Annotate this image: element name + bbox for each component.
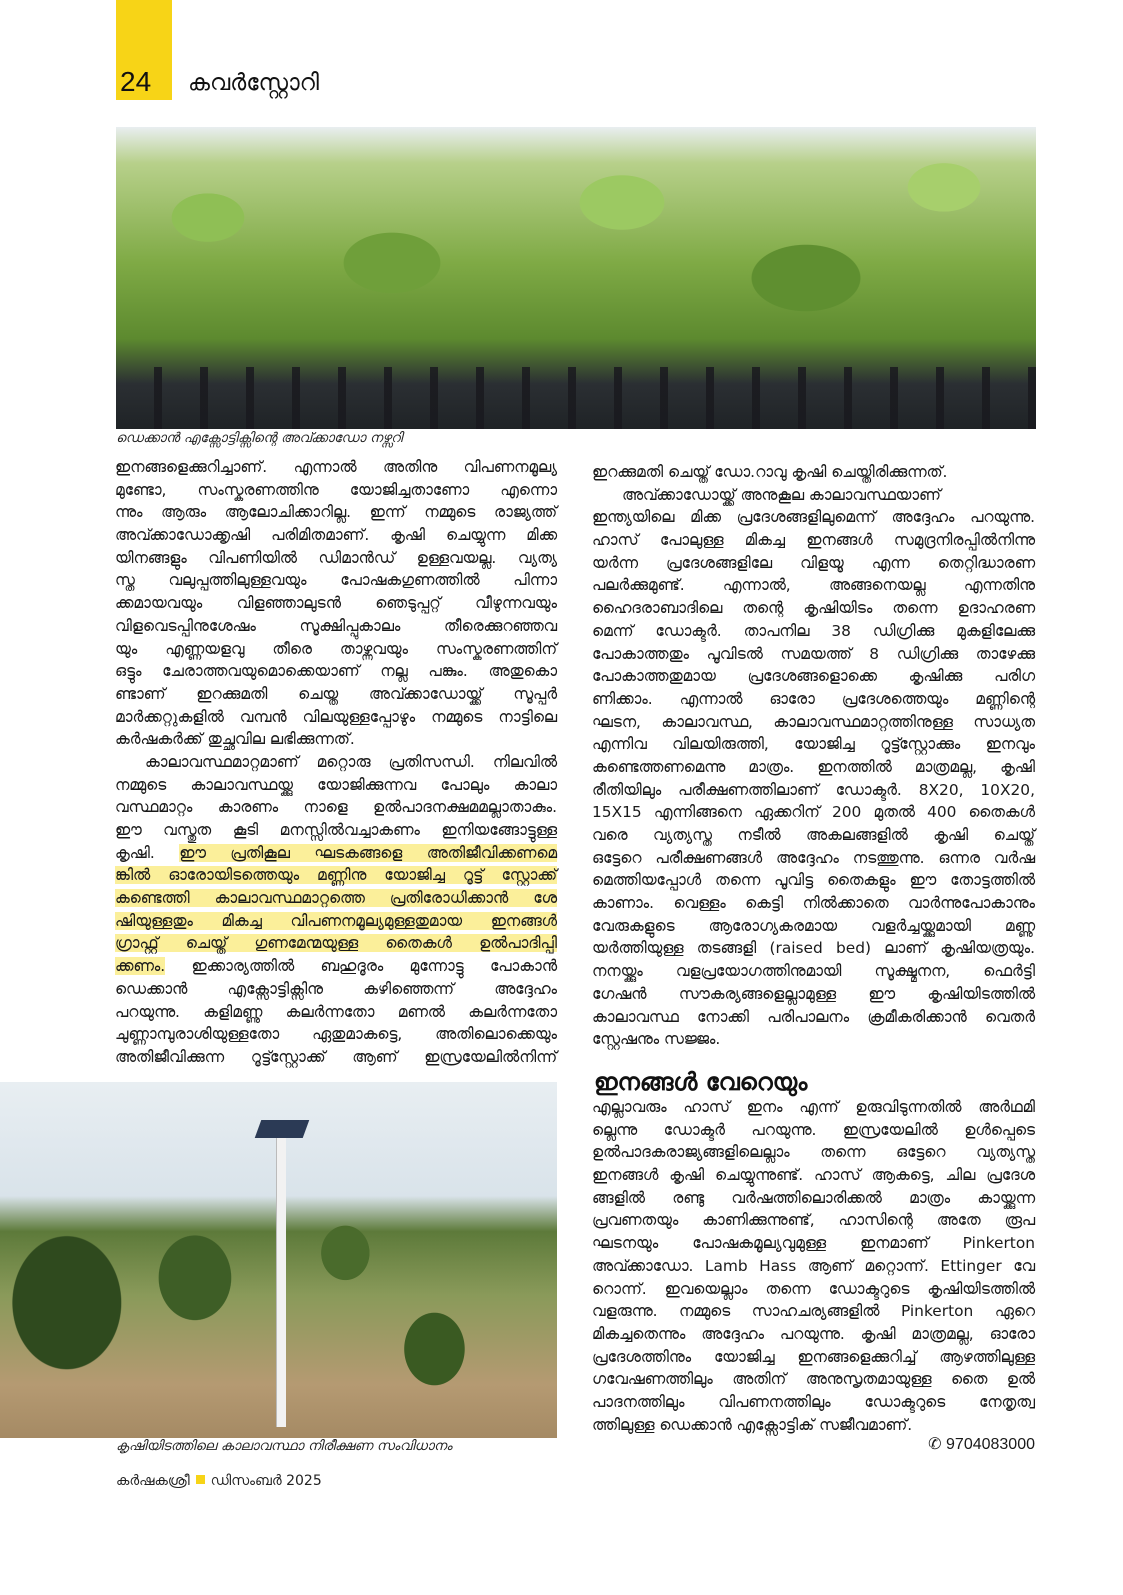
- text-line: [592, 892, 1035, 915]
- line-text: കാണാം. വെള്ളം കെട്ടി നിൽക്കാതെ വാർന്നുപോകാനും: [592, 894, 1035, 913]
- subheading: ഇനങ്ങൾ വേറെയും: [594, 1068, 808, 1096]
- line-text: പോകാത്തതും പൂവിടൽ സമയത്ത് 8 ഡിഗ്രിക്കു താഴേക്കു: [592, 644, 1035, 663]
- line-text: ചുണ്ണാമ്പുരാശിയുള്ളതോ ഏതുമാകട്ടെ, അതിലൊക്കെയും: [115, 1025, 557, 1044]
- text-line: [115, 887, 557, 910]
- line-text: ഒട്ടും ചേരാത്തവയുമൊക്കെയാണ് നല്ല പങ്കും. അതുകൊ: [115, 662, 557, 681]
- article-right-column: [592, 461, 1035, 1051]
- highlighted-text: ഈ പ്രതികൂല ഘടകങ്ങളെ അതിജീവിക്കണമെ: [179, 843, 557, 862]
- line-text: കണ്ടെത്തണമെന്നു മാത്രം. ഇനത്തിൽ മാത്രമല്ല, കൃഷി: [592, 757, 1035, 776]
- line-text: യിനങ്ങളും വിപണിയിൽ ഡിമാൻഡ് ഉള്ളവയല്ല. വ്യത്യ: [115, 548, 557, 567]
- line-text: വേരുകളുടെ ആരോഗ്യകരമായ വളർച്ചയ്ക്കുമായി മണ്ണു: [592, 916, 1035, 935]
- text-line: [592, 552, 1035, 575]
- line-text: പോകാത്തതുമായ പ്രദേശങ്ങളൊക്കെ കൃഷിക്കു പരിഗ: [592, 667, 1035, 686]
- text-line: [115, 1046, 557, 1069]
- line-text: ഇക്കാര്യത്തിൽ ബഹുദൂരം മുന്നോട്ടു പോകാൻ: [165, 957, 557, 976]
- text-line: [592, 733, 1035, 756]
- text-line: [592, 688, 1035, 711]
- text-line: [592, 1368, 1035, 1391]
- text-line: [592, 1255, 1035, 1278]
- line-text: ഡെക്കാൻ എക്സോട്ടിക്സിനു കഴിഞ്ഞെന്ന് അദ്ദേഹം: [115, 979, 557, 998]
- highlighted-text: കണ്ടെത്തി കാലാവസ്ഥമാറ്റത്തെ പ്രതിരോധിക്കാൻ ശേ: [115, 889, 557, 908]
- line-text: ഹാസ് പോലുള്ള മികച്ച ഇനങ്ങൾ സമുദ്രനിരപ്പിൽനിന്നു: [592, 531, 1035, 550]
- weather-station-pole: [276, 1122, 286, 1427]
- text-line: [115, 796, 557, 819]
- line-text: രീതിയിലും പരീക്ഷണത്തിലാണ് ഡോക്ടർ. 8X20, 10X20,: [592, 780, 1035, 799]
- highlighted-text: ക്കണം.: [115, 957, 166, 976]
- line-text: പറയുന്നു. കളിമണ്ണു കലർന്നതോ മണൽ കലർന്നതോ: [115, 1002, 557, 1021]
- issue-date: ഡിസംബർ 2025: [210, 1473, 322, 1489]
- text-line: [592, 847, 1035, 870]
- line-text: ണ്ടാണ് ഇറക്കുമതി ചെയ്ത അവ്ക്കാഡോയ്ക്ക് സൂപ്പർ: [115, 684, 557, 703]
- line-text: യർത്തിയുള്ള തടങ്ങളി (raised bed) ലാണ് കൃഷിയത്രയും.: [592, 939, 1035, 958]
- line-text: പലർക്കുമുണ്ട്. എന്നാൽ, അങ്ങനെയല്ല എന്നതിനു: [592, 576, 1035, 595]
- line-text: ണിക്കാം. എന്നാൽ ഓരോ പ്രദേശത്തെയും മണ്ണിന്റെ: [592, 689, 1035, 708]
- line-text: ഇന്ത്യയിലെ മിക്ക പ്രദേശങ്ങളിലുമെന്ന് അദ്ദേഹം പറയുന്നു.: [592, 508, 1035, 527]
- text-line: [115, 660, 557, 683]
- text-line: [592, 484, 1035, 507]
- text-line: [115, 978, 557, 1001]
- text-line: [592, 461, 1035, 484]
- highlighted-text: ഷിയുള്ളതും മികച്ച വിപണനമൂല്യമുള്ളതുമായ ഇനങ്ങൾ: [115, 911, 557, 930]
- text-line: [115, 751, 557, 774]
- separator-square: [196, 1475, 205, 1484]
- text-line: [592, 574, 1035, 597]
- section-title: കവർസ്റ്റോറി: [188, 70, 319, 96]
- line-text: മെന്ന് ഡോക്ടർ. താപനില 38 ഡിഗ്രിക്കു മുകളിലേക്കു: [592, 621, 1035, 640]
- phone-icon: ✆: [928, 1436, 947, 1453]
- line-text: യർന്ന പ്രദേശങ്ങളിലേ വിളയൂ എന്ന തെറ്റിദ്ധാരണ: [592, 553, 1035, 572]
- line-text: ത്തിലുള്ള ഡെക്കാൻ എക്സോട്ടിക് സജീവമാണ്.: [592, 1415, 913, 1434]
- line-text: പ്രവണതയും കാണിക്കുന്നുണ്ട്, ഹാസിന്റെ അതേ രൂപ: [592, 1211, 1035, 1230]
- line-text: ഈ വസ്തുത കൂടി മനസ്സിൽവച്ചാകണം ഇനിയങ്ങോട്ടുള്ള: [115, 821, 557, 839]
- line-text: സ്ത വലുപ്പത്തിലുള്ളവയും പോഷകഗുണത്തിൽ പിന്നാ: [115, 571, 557, 590]
- text-line: [592, 1187, 1035, 1210]
- text-line: [115, 615, 557, 638]
- phone-number: 9704083000: [946, 1436, 1035, 1453]
- text-line: [592, 643, 1035, 666]
- text-line: [592, 620, 1035, 643]
- text-line: [592, 1414, 1035, 1437]
- text-line: [115, 864, 557, 887]
- article-section-column: [592, 1096, 1035, 1436]
- text-line: [115, 774, 557, 797]
- text-line: [592, 801, 1035, 824]
- line-text: അവ്ക്കാഡോ. Lamb Hass ആണ് മറ്റൊന്ന്. Ettinger വേ: [592, 1256, 1035, 1275]
- magazine-name: കർഷകശ്രീ: [116, 1473, 190, 1489]
- bottom-photo-caption: കൃഷിയിടത്തിലെ കാലാവസ്ഥാ നിരീക്ഷണ സംവിധാനം: [116, 1438, 453, 1454]
- text-line: [115, 1001, 557, 1024]
- line-text: ഇനങ്ങൾ കൃഷി ചെയ്യുന്നുണ്ട്. ഹാസ് ആകട്ടെ, ചില പ്രദേശ: [592, 1166, 1035, 1185]
- line-text: ഗവേഷണത്തിലും അതിന് അനുസൃതമായുള്ള തൈ ഉൽ: [592, 1370, 1035, 1389]
- footer: [116, 1473, 322, 1489]
- highlighted-text: ഗ്രാഫ്റ്റ് ചെയ്ത് ഗുണമേന്മയുള്ള തൈകൾ ഉൽപാദിപ്പി: [115, 934, 557, 953]
- text-line: [115, 501, 557, 524]
- line-text: പാദനത്തിലും വിപണനത്തിലും ഡോക്ടറുടെ നേതൃത്വ: [592, 1392, 1035, 1411]
- text-line: [592, 665, 1035, 688]
- line-text: ക്കമായവയും വിളഞ്ഞാലുടൻ ഞെടുപ്പറ്റ് വീഴുന്നവയും: [115, 594, 557, 613]
- text-line: [592, 756, 1035, 779]
- line-text: എല്ലാവരും ഹാസ് ഇനം എന്ന് ഉരുവിടുന്നതിൽ അർഥമി: [592, 1098, 1035, 1116]
- text-line: [592, 1278, 1035, 1301]
- line-text: മെത്തിയപ്പോൾ തന്നെ പൂവിട്ട തൈകളും ഈ തോട്ടത്തിൽ: [592, 871, 1035, 890]
- text-line: [115, 910, 557, 933]
- text-line: [115, 569, 557, 592]
- line-text: ഇറക്കുമതി ചെയ്ത് ഡോ.റാവു കൃഷി ചെയ്തിരിക്കുന്നത്.: [592, 463, 948, 481]
- line-text: മുണ്ടോ, സംസ്കരണത്തിനു യോജിച്ചതാണോ എന്നൊ: [115, 480, 557, 499]
- text-line: [592, 824, 1035, 847]
- text-line: [115, 592, 557, 615]
- phone-contact: [928, 1434, 1035, 1454]
- top-photo-caption: ഡെക്കാൻ എക്സോട്ടിക്സിന്റെ അവ്ക്കാഡോ നഴ്സറി: [116, 430, 403, 446]
- line-text: വിളവെടപ്പിനുശേഷം സൂക്ഷിപ്പുകാലം തീരെക്കുറഞ്ഞവ: [115, 616, 557, 635]
- page-number: 24: [120, 66, 152, 97]
- line-text: വസ്ഥമാറ്റം കാരണം നാളെ ഉൽപാദനക്ഷമമല്ലാതാകും.: [115, 798, 557, 817]
- line-text: ഒട്ടേറെ പരീക്ഷണങ്ങൾ അദ്ദേഹം നടത്തുന്നു. ഒന്നര വർഷ: [592, 848, 1035, 867]
- line-text: എന്നിവ വിലയിരുത്തി, യോജിച്ച റൂട്ട്സ്റ്റോക്കും ഇനവും: [592, 735, 1035, 754]
- text-line: [115, 547, 557, 570]
- text-line: [592, 1006, 1035, 1029]
- text-line: [115, 842, 557, 865]
- line-text: ഗേഷൻ സൗകര്യങ്ങളെല്ലാമുള്ള ഈ കൃഷിയിടത്തിൽ: [592, 984, 1035, 1003]
- text-line: [592, 1391, 1035, 1414]
- line-text: അവ്ക്കാഡോക്കൃഷി പരിമിതമാണ്. കൃഷി ചെയ്യുന്ന മിക്ക: [115, 526, 557, 545]
- line-text: ങ്ങളിൽ രണ്ടു വർഷത്തിലൊരിക്കൽ മാത്രം കായ്ക്കുന്ന: [592, 1188, 1035, 1207]
- line-text: നമ്മുടെ കാലാവസ്ഥയ്ക്കു യോജിക്കുന്നവ പോലും കാലാ: [115, 775, 557, 794]
- line-text: വരെ വ്യത്യസ്ത നടീൽ അകലങ്ങളിൽ കൃഷി ചെയ്ത്: [592, 826, 1035, 844]
- text-line: [592, 1028, 1035, 1051]
- line-text: നനയ്ക്കും വളപ്രയോഗത്തിനുമായി സൂക്ഷ്മനന, ഫെർട്ടി: [592, 962, 1035, 981]
- text-line: [592, 915, 1035, 938]
- highlighted-text: ങ്കിൽ ഓരോയിടത്തെയും മണ്ണിനു യോജിച്ച റൂട്ട് സ്റ്റോക്ക്: [115, 866, 557, 885]
- line-text: ഉൽപാദകരാജ്യങ്ങളിലെല്ലാം തന്നെ ഒട്ടേറെ വ്യത്യസ്ത: [592, 1143, 1035, 1162]
- line-text: ഘടന, കാലാവസ്ഥ, കാലാവസ്ഥമാറ്റത്തിനുള്ള സാധ്യത: [592, 712, 1035, 731]
- text-line: [592, 1164, 1035, 1187]
- text-line: [115, 932, 557, 955]
- text-line: [592, 1323, 1035, 1346]
- line-text: ന്നും ആരും ആലോചിക്കാറില്ല. ഇന്ന് നമ്മുടെ രാജ്യത്ത്: [115, 503, 557, 522]
- text-line: [115, 456, 557, 479]
- line-text: ഘടനയും പോഷകമൂല്യവുമുള്ള ഇനമാണ് Pinkerton: [592, 1234, 1035, 1253]
- line-text: പ്രദേശത്തിനും യോജിച്ച ഇനങ്ങളെക്കുറിച്ച് ആഴത്തിലുള്ള: [592, 1347, 1035, 1366]
- text-line: [115, 955, 557, 978]
- text-line: [592, 1346, 1035, 1369]
- text-line: [592, 597, 1035, 620]
- line-text: കർഷകർക്ക് തുച്ഛവില ലഭിക്കുന്നത്.: [115, 730, 355, 749]
- text-line: [115, 479, 557, 502]
- line-text: അവ്ക്കാഡോയ്ക്ക് അനുകൂല കാലാവസ്ഥയാണ്: [622, 485, 941, 504]
- line-text: ഇനങ്ങളെക്കുറിച്ചാണ്. എന്നാൽ അതിനു വിപണനമൂല്യ: [115, 458, 557, 476]
- text-line: [115, 706, 557, 729]
- text-line: [592, 1300, 1035, 1323]
- solar-panel: [255, 1120, 310, 1138]
- text-line: [592, 960, 1035, 983]
- text-line: [592, 711, 1035, 734]
- text-line: [592, 1209, 1035, 1232]
- text-line: [592, 1096, 1035, 1119]
- line-text: സ്റ്റേഷനും സജ്ജം.: [592, 1030, 721, 1049]
- text-line: [115, 1023, 557, 1046]
- line-text: റൊന്ന്. ഇവയെല്ലാം തന്നെ ഡോക്ടറുടെ കൃഷിയിടത്തിൽ: [592, 1279, 1035, 1298]
- line-text: ഹൈദരാബാദിലെ തന്റെ കൃഷിയിടം തന്നെ ഉദാഹരണ: [592, 599, 1035, 618]
- text-line: [115, 728, 557, 751]
- text-line: [115, 524, 557, 547]
- line-text: ല്ലെന്നു ഡോക്ടർ പറയുന്നു. ഇസ്രയേലിൽ ഉൾപ്പെടെ: [592, 1120, 1035, 1139]
- line-text: 15X15 എന്നിങ്ങനെ ഏക്കറിന് 200 മുതൽ 400 തൈകൾ: [592, 803, 1035, 822]
- line-text: മാർക്കറ്റുകളിൽ വമ്പൻ വിലയുള്ളപ്പോഴും നമ്മുടെ നാട്ടിലെ: [115, 707, 557, 726]
- text-line: [592, 1119, 1035, 1142]
- text-line: [115, 683, 557, 706]
- article-left-column: [115, 456, 557, 1069]
- line-text: അതിജീവിക്കുന്ന റൂട്ട്സ്റ്റോക്ക് ആണ് ഇസ്രയേലിൽനിന്ന്: [115, 1047, 557, 1066]
- text-line: [115, 638, 557, 661]
- line-text: മികച്ചതെന്നും അദ്ദേഹം പറയുന്നു. കൃഷി മാത്രമല്ല, ഓരോ: [592, 1324, 1035, 1343]
- text-line: [115, 819, 557, 842]
- text-line: [592, 983, 1035, 1006]
- text-line: [592, 779, 1035, 802]
- nursery-photo: [116, 127, 1036, 429]
- text-line: [592, 506, 1035, 529]
- line-text: യും എണ്ണയളവു തീരെ താഴ്ന്നവയും സംസ്കരണത്തിന്: [115, 639, 557, 658]
- text-line: [592, 1232, 1035, 1255]
- line-text: കാലാവസ്ഥ നോക്കി പരിപാലനം ക്രമീകരിക്കാൻ വെതർ: [592, 1007, 1035, 1026]
- line-text: വളരുന്നു. നമ്മുടെ സാഹചര്യങ്ങളിൽ Pinkerton ഏറെ: [592, 1302, 1035, 1321]
- text-line: [592, 529, 1035, 552]
- weather-station-photo: [0, 1082, 557, 1438]
- text-line: [592, 937, 1035, 960]
- line-text: കൃഷി.: [115, 843, 180, 862]
- text-line: [592, 1141, 1035, 1164]
- line-text: കാലാവസ്ഥമാറ്റമാണ് മറ്റൊരു പ്രതിസന്ധി. നിലവിൽ: [145, 752, 557, 771]
- text-line: [592, 869, 1035, 892]
